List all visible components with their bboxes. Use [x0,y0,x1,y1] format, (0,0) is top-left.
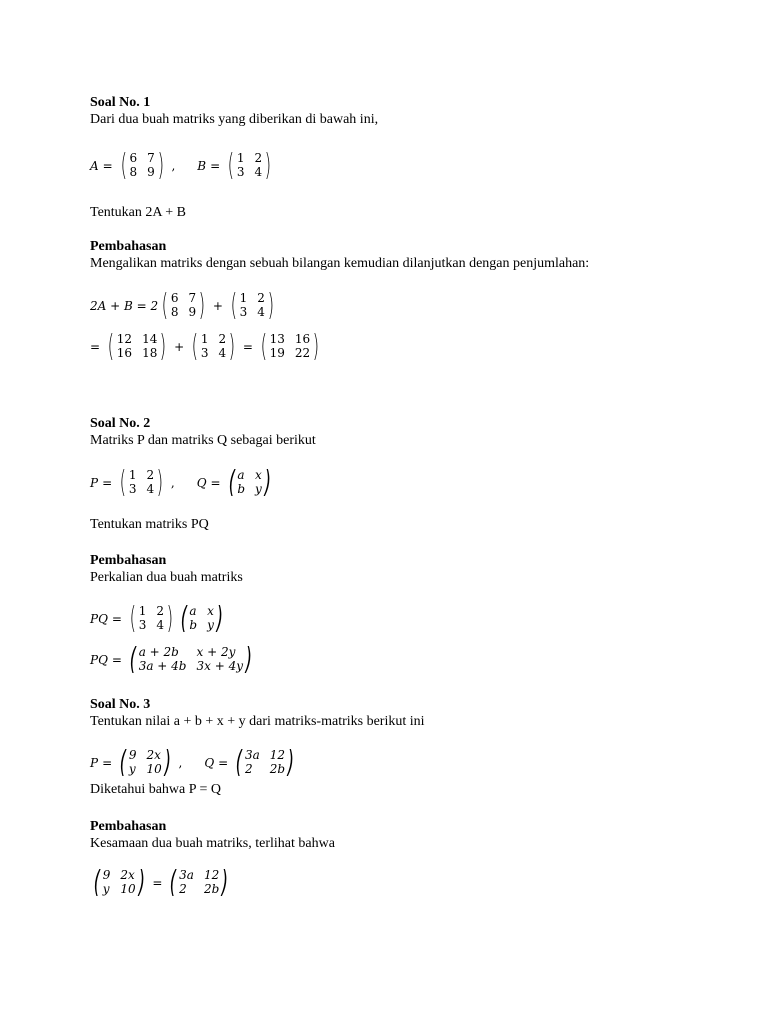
matrix-cell: 3 [138,618,147,632]
matrix-a [118,147,167,183]
right-paren: ) [216,600,223,636]
matrix-cells [237,467,261,498]
matrix-cell: 3x + 4y [196,659,243,673]
soal-1-solution-line-1 [90,287,278,323]
soal-1-title: Soal No. 1 [90,95,151,110]
left-paren: ( [107,328,115,364]
right-paren: ) [198,287,206,323]
soal-2-title: Soal No. 2 [90,416,151,431]
matrix-cell: 10 [120,882,136,896]
matrix-p-label: P [90,475,99,490]
matrix-cell: 2 [244,762,253,776]
matrix-cells [237,150,262,181]
matrix-cell: 9 [102,868,111,882]
soal-2-task: Tentukan matriks PQ [90,517,209,532]
equals-sign: = [111,652,122,667]
matrix-cells [189,603,213,634]
matrix-cell: 12 [269,748,286,762]
matrix-cell: 2b [269,762,286,776]
matrix-cell: 3 [200,346,209,360]
equals-sign: = [111,611,122,626]
soal-2-pembahasan-title: Pembahasan [90,553,167,568]
matrix-p-label: P [90,755,99,770]
matrix-cell: 1 [239,291,248,305]
solution-lhs: PQ [90,652,108,667]
soal-3-matrices [90,744,298,780]
matrix [258,328,322,364]
matrix-cell: 2x [146,748,161,762]
matrix-cell: 4 [254,165,263,179]
matrix-q-label: Q [204,755,215,770]
matrix-cells [139,644,243,675]
matrix-cell: 2x [120,868,135,882]
left-paren: ( [227,147,235,183]
equals-sign: = [102,475,113,490]
matrix-cell: 4 [218,346,227,360]
matrix-b-label: B [197,158,207,173]
right-paren: ) [267,287,274,323]
matrix-cell: 1 [236,151,245,165]
left-paren: ( [170,864,177,900]
right-paren: ) [138,864,145,900]
soal-2-question: Matriks P dan matriks Q sebagai berikut [90,433,316,448]
matrix-cell: a [189,604,197,618]
right-paren: ) [221,864,229,900]
matrix-a-label: A [90,158,99,173]
matrix-cell: 2 [179,882,187,896]
matrix-cells [129,467,154,498]
soal-2-pembahasan [90,552,243,586]
left-paren: ( [260,328,267,364]
equals-sign: = [102,158,113,173]
right-paren: ) [159,328,167,364]
matrix-q-label: Q [196,475,207,490]
soal-3-pembahasan-text: Kesamaan dua buah matriks, terlihat bahwa [90,836,335,851]
matrix [91,864,147,900]
matrix-cells [245,747,285,778]
matrix-cell: a + 2b [138,645,179,659]
matrix-cell: 3a [244,748,260,762]
right-paren: ) [264,147,272,183]
matrix-cell: 3a + 4b [138,659,187,673]
matrix-cell: 16 [116,346,133,360]
soal-1-header [90,94,378,128]
matrix [105,328,169,364]
matrix-cell: 14 [142,332,158,346]
matrix-cell: 18 [142,346,158,360]
left-paren: ( [180,600,187,636]
equals-sign: = [152,875,163,890]
soal-3-given-block [90,781,221,798]
equals-sign: = [210,475,221,490]
matrix-cell: b [189,618,198,632]
matrix-cell: 1 [200,332,209,346]
soal-3-pembahasan-title: Pembahasan [90,819,167,834]
matrix-cell: y [207,618,214,632]
matrix-cell: x [207,604,214,618]
matrix-b [225,147,274,183]
matrix-cell: 1 [128,468,137,482]
soal-1-task: Tentukan 2A + B [90,205,186,220]
left-paren: ( [120,147,127,183]
matrix-cell: 4 [146,482,155,496]
matrix-cell: 7 [147,151,155,165]
matrix-cell: 10 [146,762,162,776]
matrix-cell: 2 [254,151,263,165]
soal-3-header [90,696,425,730]
matrix-cell: 3 [128,482,137,496]
soal-2-matrices [90,464,275,500]
matrix-cell: 6 [170,291,179,305]
matrix [127,600,176,636]
matrix-cell: 9 [128,748,137,762]
matrix-cell: 9 [188,305,197,319]
matrix-p [117,464,166,500]
matrix-cell: 2 [218,332,227,346]
matrix-cell: x + 2y [196,645,236,659]
matrix-q [233,744,297,780]
equals-sign: = [210,158,221,173]
left-paren: ( [119,744,127,780]
matrix-cell: 13 [269,332,285,346]
matrix-cells [201,331,226,362]
left-paren: ( [228,464,235,500]
solution-lhs: PQ [90,611,108,626]
right-paren: ) [157,147,164,183]
soal-2-solution-line-2 [90,641,256,677]
matrix-cell: y [102,882,110,896]
left-paren: ( [191,328,199,364]
matrix-cells [117,331,158,362]
right-paren: ) [156,464,164,500]
right-paren: ) [287,744,295,780]
right-paren: ) [164,744,171,780]
matrix [189,328,238,364]
soal-2-task-block [90,516,209,533]
soal-3-solution-line-1 [90,864,232,900]
matrix-cell: 9 [147,165,155,179]
matrix-cell: 4 [257,305,265,319]
matrix-cell: 3a [179,868,194,882]
left-paren: ( [235,744,243,780]
comma: , [170,475,175,490]
plus-sign: + [174,339,185,354]
soal-3-given: Diketahui bahwa P = Q [90,782,222,797]
soal-2-pembahasan-text: Perkalian dua buah matriks [90,570,243,585]
soal-2-header [90,415,316,449]
left-paren: ( [93,864,101,900]
matrix-cell: b [237,482,245,496]
left-paren: ( [119,464,127,500]
soal-3-title: Soal No. 3 [90,697,151,712]
matrix-cell: 1 [138,604,147,618]
matrix-cell: 3 [239,305,248,319]
matrix [159,287,208,323]
equals-sign: = [218,755,229,770]
right-paren: ) [312,328,320,364]
soal-1-solution-line-2 [90,328,323,364]
matrix-cells [270,331,311,362]
left-paren: ( [129,641,137,677]
right-paren: ) [264,464,271,500]
matrix-cell: 2 [146,468,155,482]
matrix-cell: 3 [236,165,245,179]
matrix-cell: 6 [129,151,138,165]
soal-1-pembahasan-title: Pembahasan [90,239,167,254]
matrix-cells [179,867,219,898]
right-paren: ) [228,328,236,364]
soal-1-question: Dari dua buah matriks yang diberikan di bawah ini, [90,112,379,127]
equals-sign: = [102,755,113,770]
right-paren: ) [245,641,253,677]
soal-3-pembahasan [90,818,335,852]
matrix-cell: 4 [156,618,164,632]
matrix-cell: 12 [116,332,133,346]
matrix-cell: y [128,762,136,776]
equals-sign: = [242,339,253,354]
left-paren: ( [129,600,137,636]
matrix-cell: a [237,468,245,482]
solution-lhs: 2A + B = 2 [90,298,159,313]
right-paren: ) [166,600,174,636]
matrix [228,287,277,323]
matrix-cell: 2b [203,882,220,896]
matrix-cell: 22 [294,346,311,360]
matrix-cell: 2 [257,291,265,305]
left-paren: ( [230,287,237,323]
matrix-cells [103,867,136,898]
matrix-cell: 2 [156,604,164,618]
matrix [167,864,231,900]
soal-1-pembahasan-text: Mengalikan matriks dengan sebuah bilangan kemudian dilanjutkan dengan penjumlahan: [90,256,590,271]
matrix-cell: 19 [269,346,285,360]
soal-1-task-block [90,204,186,221]
plus-sign: + [212,298,223,313]
matrix-cells [139,603,164,634]
matrix-cells [240,290,265,321]
soal-1-matrices [90,147,275,183]
soal-1-pembahasan [90,238,589,272]
matrix-cell: y [255,482,262,496]
equals-sign: = [90,339,101,354]
matrix-q [226,464,274,500]
matrix-cell: 7 [188,291,197,305]
comma: , [178,755,183,770]
matrix-p [117,744,173,780]
matrix [178,600,226,636]
matrix-cell: 8 [170,305,179,319]
matrix-cells [171,290,196,321]
soal-3-question: Tentukan nilai a + b + x + y dari matriks-matriks berikut ini [90,714,425,729]
matrix-cell: 12 [203,868,220,882]
matrix [127,641,255,677]
matrix-cells [129,150,154,181]
left-paren: ( [161,287,169,323]
matrix-cell: 16 [294,332,311,346]
soal-2-solution-line-1 [90,600,227,636]
matrix-cell: x [255,468,262,482]
matrix-cells [129,747,162,778]
comma: , [171,158,176,173]
matrix-cell: 8 [129,165,138,179]
